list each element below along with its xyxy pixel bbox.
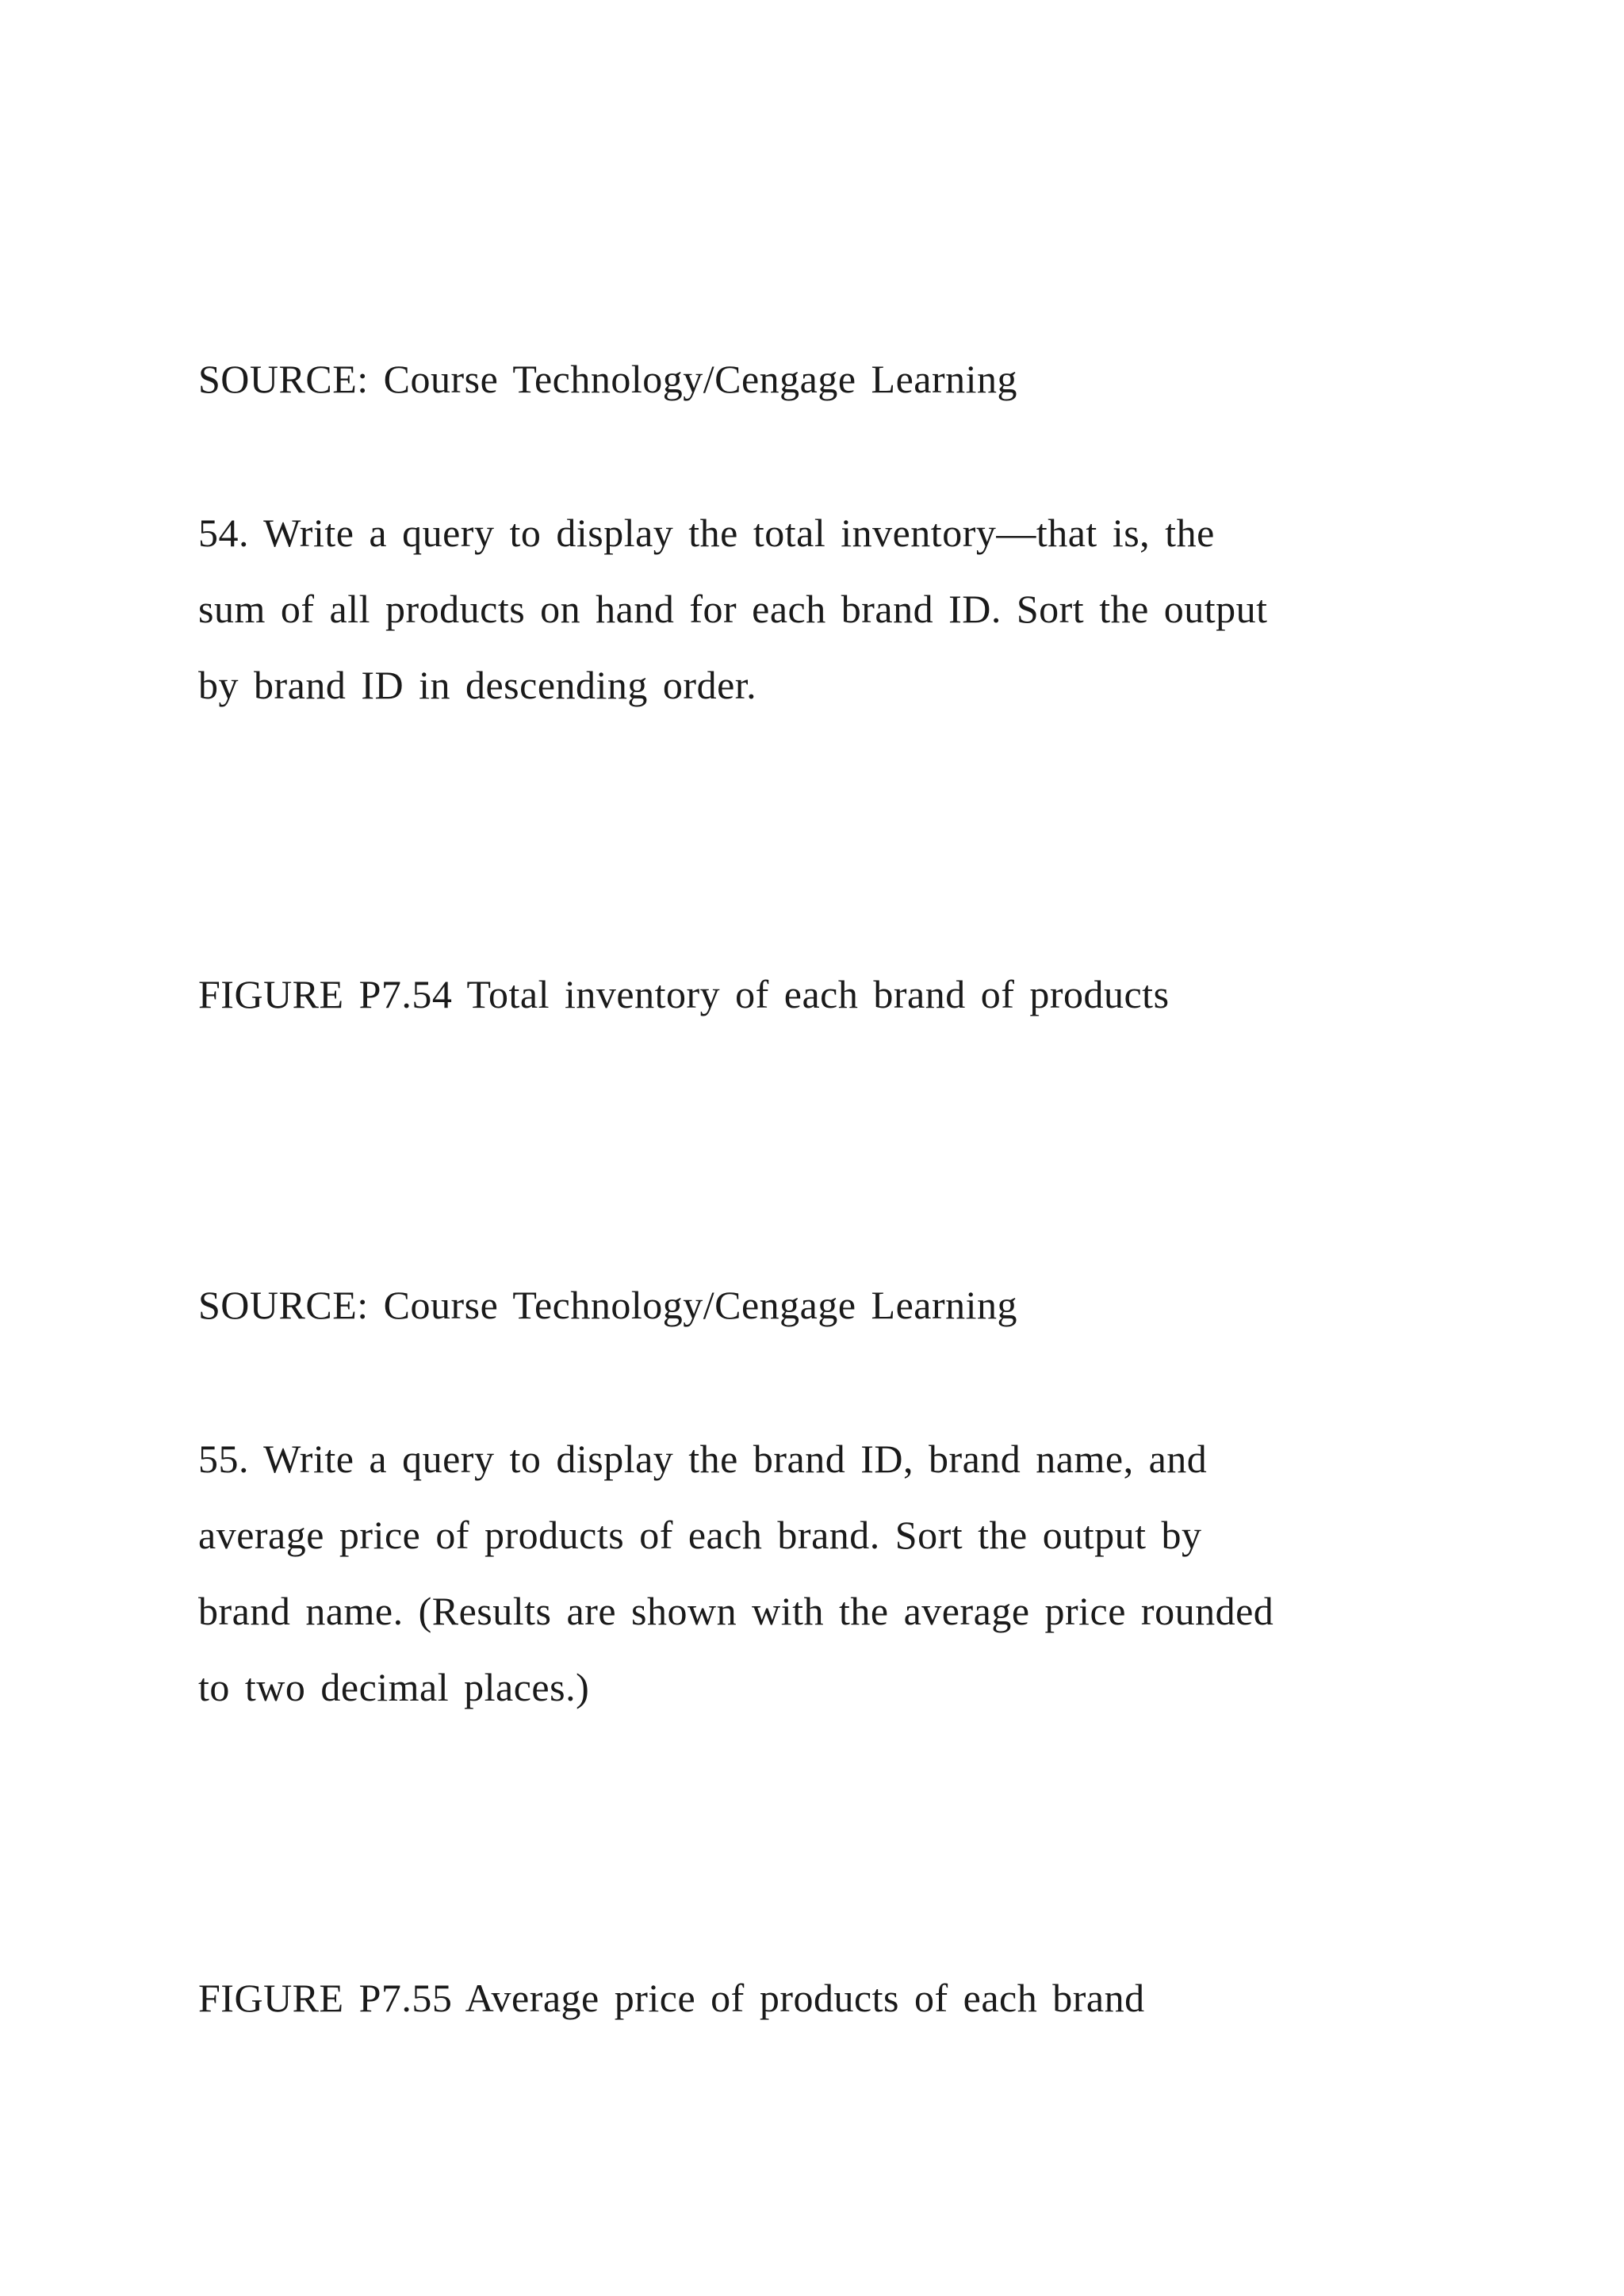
question-55-line: to two decimal places.) (198, 1665, 590, 1709)
question-54-line: 54. Write a query to display the total inventory—that is, the (198, 511, 1215, 555)
question-54-line: by brand ID in descending order. (198, 663, 757, 707)
question-55-line: 55. Write a query to display the brand ID, brand name, and (198, 1437, 1208, 1481)
figure-p7-54-caption: FIGURE P7.54 Total inventory of each brand of products (198, 972, 1170, 1016)
question-54-text (198, 495, 1419, 723)
question-55-line: average price of products of each brand. Sort the output by (198, 1513, 1202, 1557)
source-credit-2: SOURCE: Course Technology/Cengage Learning (198, 1283, 1018, 1327)
figure-p7-55-caption: FIGURE P7.55 Average price of products of each brand (198, 1976, 1145, 2020)
question-54-line: sum of all products on hand for each brand ID. Sort the output (198, 587, 1268, 631)
source-credit-1: SOURCE: Course Technology/Cengage Learning (198, 357, 1018, 401)
question-55-line: brand name. (Results are shown with the average price rounded (198, 1589, 1274, 1633)
question-55-text (198, 1421, 1419, 1725)
